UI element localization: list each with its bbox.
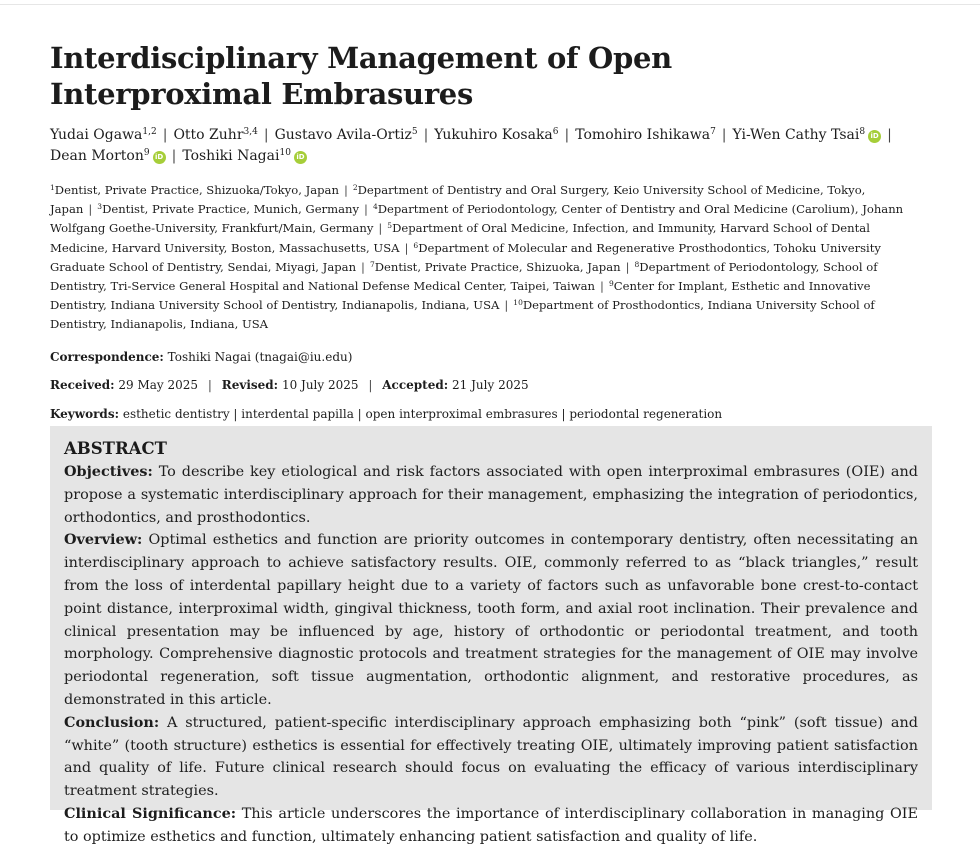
keywords	[50, 405, 930, 423]
keywords-label: Keywords:	[50, 406, 120, 421]
conclusion-text: A structured, patient-specific interdisciplinary approach emphasizing both “pink” (soft tissue) and “white” (tooth structure) esthetics is essential for effectively treating OIE, ultimately improving patient satisfaction and quality of life. Future clinical research should focus on evaluating the efficacy of various interdisciplinary treatment strategies.	[64, 714, 918, 800]
affiliation: $^2$Department of Dentistry and Oral Surgery, Keio University School of Medicine, Tokyo, Japan	[50, 183, 866, 217]
overview-text: Optimal esthetics and function are priority outcomes in contemporary dentistry, often necessitating an interdisciplinary approach to achieve satisfactory results. OIE, commonly referred to as “black triangles,” result from the loss of interdental papillary height due to a variety of factors such as unfavorable bone crest-to-contact point distance, interproximal width, gingival thickness, tooth form, and axial root inclination. Their prevalence and clinical presentation may be influenced by age, history of orthodontic or periodontal treatment, and tooth morphology. Comprehensive diagnostic protocols and treatment strategies for the management of OIE may involve periodontal regeneration, soft tissue augmentation, orthodontic alignment, and restorative procedures, as demonstrated in this article.	[64, 532, 918, 708]
affiliation: $^6$Department of Molecular and Regenerative Prosthodontics, Tohoku University Graduate School of Dentistry, Sendai, Miyagi, Japan	[50, 240, 881, 274]
author[interactable]: Otto Zuhr$^{3,4}$	[173, 127, 258, 143]
author[interactable]: Dean Morton$^9$ iD	[50, 148, 166, 164]
affiliation-separator: |	[343, 183, 348, 197]
keywords-text: esthetic dentistry | interdental papilla | open interproximal embrasures | periodontal regeneration	[122, 406, 723, 421]
title-line-2: Interproximal Embrasures	[50, 77, 473, 111]
author-separator: |	[171, 148, 177, 164]
affiliations	[50, 181, 930, 335]
abstract-box	[50, 426, 932, 845]
abstract-overview	[64, 529, 918, 711]
affiliation: $^8$Department of Periodontology, School of Dentistry, Tri-Service General Hospital and National Defense Medical Center, Taipei, Taiwan	[50, 259, 878, 294]
revised-date: 10 July 2025	[281, 377, 359, 392]
author-separator: |	[564, 127, 570, 143]
author[interactable]: Yukuhiro Kosaka$^6$	[434, 127, 559, 143]
significance-text: This article underscores the importance of interdisciplinary collaboration in managing OIE to optimize esthetics and function, ultimately enhancing patient satisfaction and quality of life.	[64, 805, 918, 845]
article-dates	[50, 376, 930, 394]
correspondence: Correspondence: Toshiki Nagai (tnagai@iu.edu)	[50, 349, 353, 364]
author-separator: |	[721, 127, 727, 143]
author-separator: |	[423, 127, 429, 143]
author-separator: |	[162, 127, 168, 143]
affiliation-separator: |	[600, 279, 604, 294]
affiliation-separator: |	[625, 259, 630, 274]
affiliation: $^{10}$Department of Prosthodontics, Indiana University School of Dentistry, Indianapolis, Indiana, USA	[50, 298, 875, 332]
abstract-heading: ABSTRACT	[64, 439, 167, 458]
date-separator: |	[207, 377, 212, 392]
affiliation-separator: |	[378, 221, 383, 236]
affiliation-separator: |	[504, 298, 509, 313]
revised-label: Revised:	[221, 377, 279, 392]
orcid-icon[interactable]: iD	[153, 151, 166, 164]
affiliation-separator: |	[361, 259, 365, 274]
correspondence-label: Correspondence:	[50, 349, 164, 364]
article-title	[50, 40, 930, 112]
affiliation: $^5$Department of Oral Medicine, Infection, and Immunity, Harvard School of Dental Medicine, Harvard University, Boston, Massachusetts, USA	[50, 221, 870, 255]
affiliation-separator: |	[364, 202, 368, 217]
affiliation: $^9$Center for Implant, Esthetic and Innovative Dentistry, Indiana University School of Dentistry, Indianapolis, Indiana, USA	[50, 279, 871, 313]
accepted-label: Accepted:	[382, 377, 449, 392]
received-label: Received:	[50, 377, 115, 392]
author-separator: |	[887, 127, 892, 143]
significance-label: Clinical Significance:	[64, 804, 237, 822]
author[interactable]: Yudai Ogawa$^{1,2}$	[50, 127, 157, 143]
received-date: 29 May 2025	[118, 377, 199, 392]
correspondence-email-link[interactable]: tnagai@iu.edu	[259, 349, 348, 364]
abstract-conclusion	[64, 712, 918, 803]
objectives-label: Objectives:	[64, 463, 153, 480]
orcid-icon[interactable]: iD	[868, 130, 881, 143]
author[interactable]: Gustavo Avila-Ortiz$^5$	[274, 127, 418, 143]
article-header	[50, 40, 930, 423]
affiliation-separator: |	[404, 240, 409, 255]
author[interactable]: Tomohiro Ishikawa$^7$	[575, 127, 716, 143]
orcid-icon[interactable]: iD	[294, 151, 307, 164]
date-separator: |	[368, 377, 373, 392]
author[interactable]: Yi-Wen Cathy Tsai$^8$ iD	[733, 127, 882, 143]
author-separator: |	[263, 127, 269, 143]
overview-label: Overview:	[64, 531, 143, 549]
affiliation: $^3$Dentist, Private Practice, Munich, Germany	[97, 202, 360, 217]
affiliation: $^1$Dentist, Private Practice, Shizuoka/Tokyo, Japan	[50, 183, 339, 197]
affiliation-separator: |	[88, 202, 93, 217]
accepted-date: 21 July 2025	[452, 377, 529, 392]
affiliation: $^7$Dentist, Private Practice, Shizuoka, Japan	[369, 259, 621, 274]
author[interactable]: Toshiki Nagai$^{10}$ iD	[182, 148, 307, 164]
correspondence-name: Toshiki Nagai	[167, 349, 251, 364]
top-divider	[0, 4, 980, 5]
affiliation: $^4$Department of Periodontology, Center of Dentistry and Oral Medicine (Carolium), Johann Wolfgang Goethe-University, Frankfurt/Main, Germany	[50, 202, 904, 236]
objectives-text: To describe key etiological and risk factors associated with open interproximal embrasures (OIE) and propose a systematic interdisciplinary approach for their management, emphasizing the integration of periodontics, orthodontics, and prosthodontics.	[64, 464, 918, 526]
conclusion-label: Conclusion:	[64, 713, 160, 731]
abstract-objectives	[64, 461, 918, 529]
author-list	[50, 125, 930, 167]
title-line-1: Interdisciplinary Management of Open	[50, 41, 672, 75]
